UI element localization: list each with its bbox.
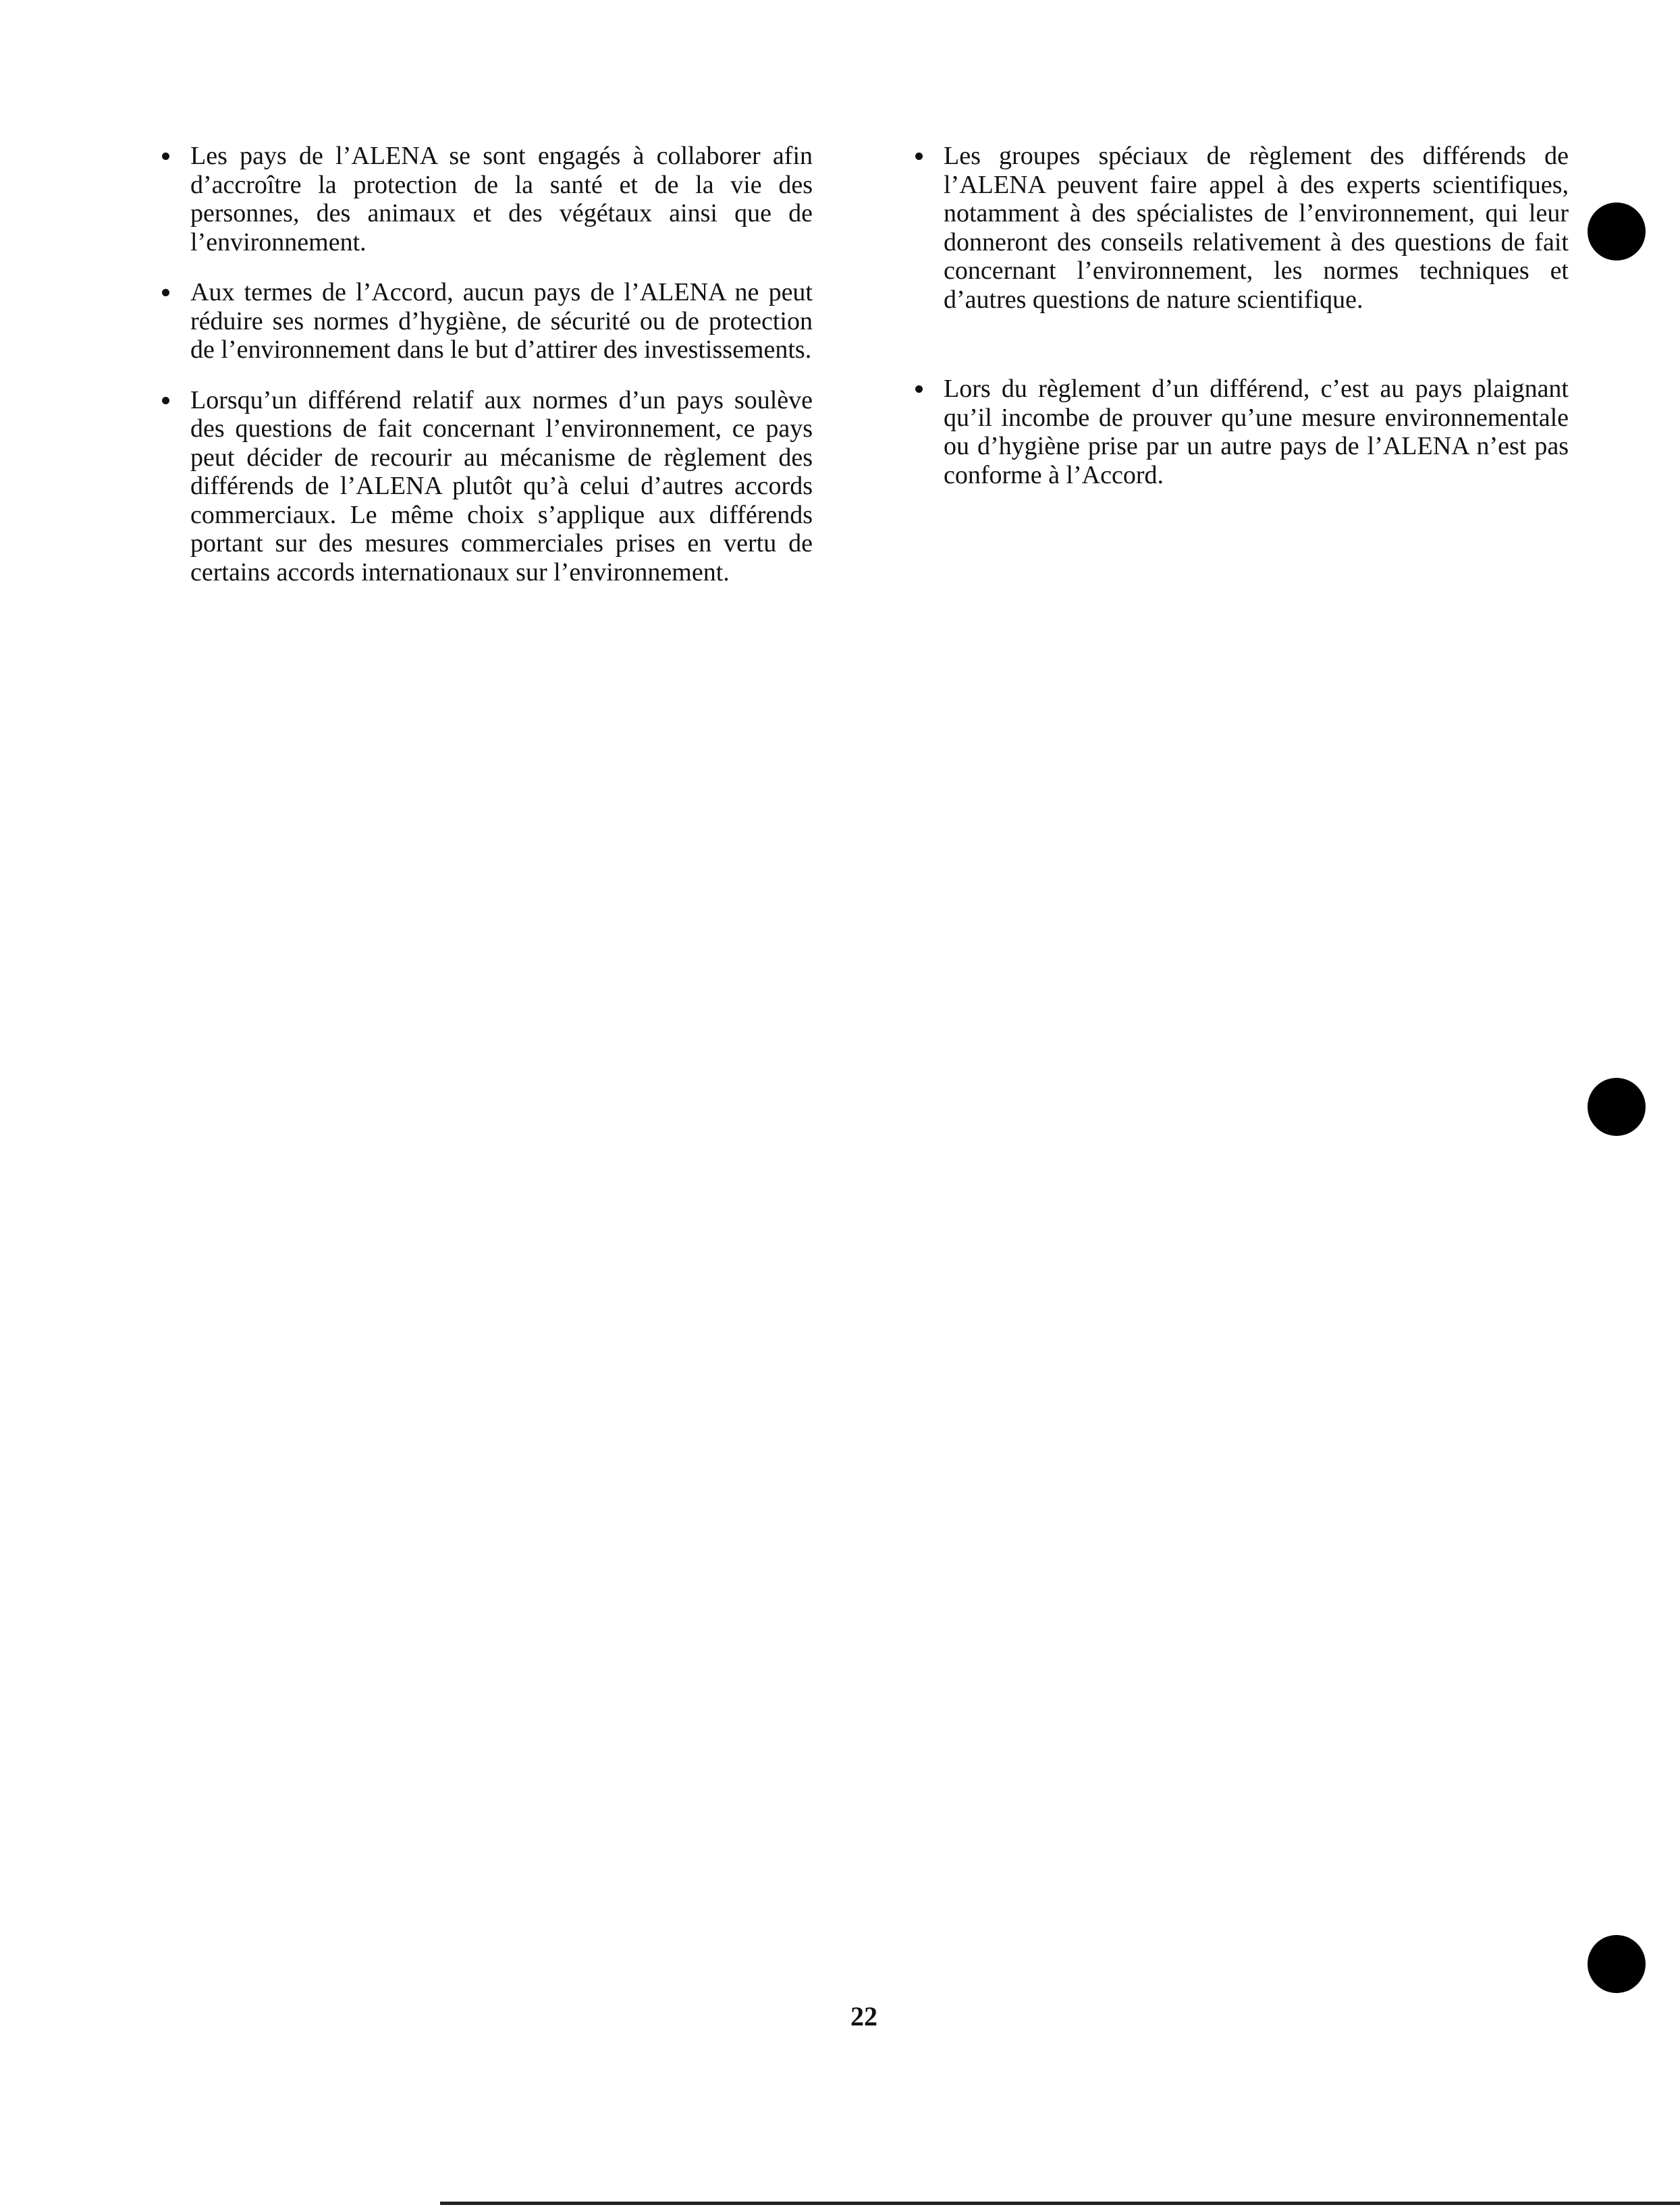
list-item (162, 142, 813, 256)
left-column (162, 142, 813, 608)
right-column (915, 142, 1569, 550)
list-item-text: Lors du règlement d’un différend, c’est au pays plaignant qu’il incombe de prouver qu’une mesure environnementale ou d’hygiène prise par un autre pays de l’ALENA n’est pas conforme à l’Accord. (944, 375, 1569, 489)
list-item (162, 278, 813, 364)
punch-hole-icon (1588, 1935, 1646, 1993)
list-item (162, 386, 813, 587)
punch-hole-icon (1588, 1078, 1646, 1136)
list-item-text: Lorsqu’un différend relatif aux normes d’un pays soulève des questions de fait concernant l’environnement, ce pays peut décider de recourir au mécanisme de règlement des différends de l’ALENA plutôt qu’à celui d’autres accords commerciaux. Le même choix s’applique aux différends portant sur des mesures commerciales prises en vertu de certains accords internationaux sur l’environnement. (190, 385, 813, 587)
bullet-icon (162, 289, 169, 296)
page-number: 22 (850, 2001, 877, 2032)
left-bullet-list (162, 142, 813, 587)
bullet-icon (162, 397, 169, 404)
list-item-text: Les pays de l’ALENA se sont engagés à collaborer afin d’accroître la protection de la santé et de la vie des personnes, des animaux et des végétaux ainsi que de l’environnement. (190, 142, 813, 256)
bullet-icon (915, 385, 923, 393)
list-item (915, 142, 1569, 314)
list-item-text: Les groupes spéciaux de règlement des différends de l’ALENA peuvent faire appel à des experts scientifiques, notamment à des spécialistes de l’environnement, qui leur donneront des conseils relativement à des questions de fait concernant l’environnement, les normes techniques et d’autres questions de nature scientifique. (944, 142, 1569, 314)
bullet-icon (915, 153, 923, 160)
page-edge-rule (440, 2202, 1680, 2205)
right-bullet-list (915, 142, 1569, 489)
list-item (915, 375, 1569, 489)
bullet-icon (162, 153, 169, 160)
list-item-text: Aux termes de l’Accord, aucun pays de l’ALENA ne peut réduire ses normes d’hygiène, de sécurité ou de protection de l’environnement dans le but d’attirer des investissements. (190, 278, 813, 364)
punch-hole-icon (1588, 202, 1646, 261)
